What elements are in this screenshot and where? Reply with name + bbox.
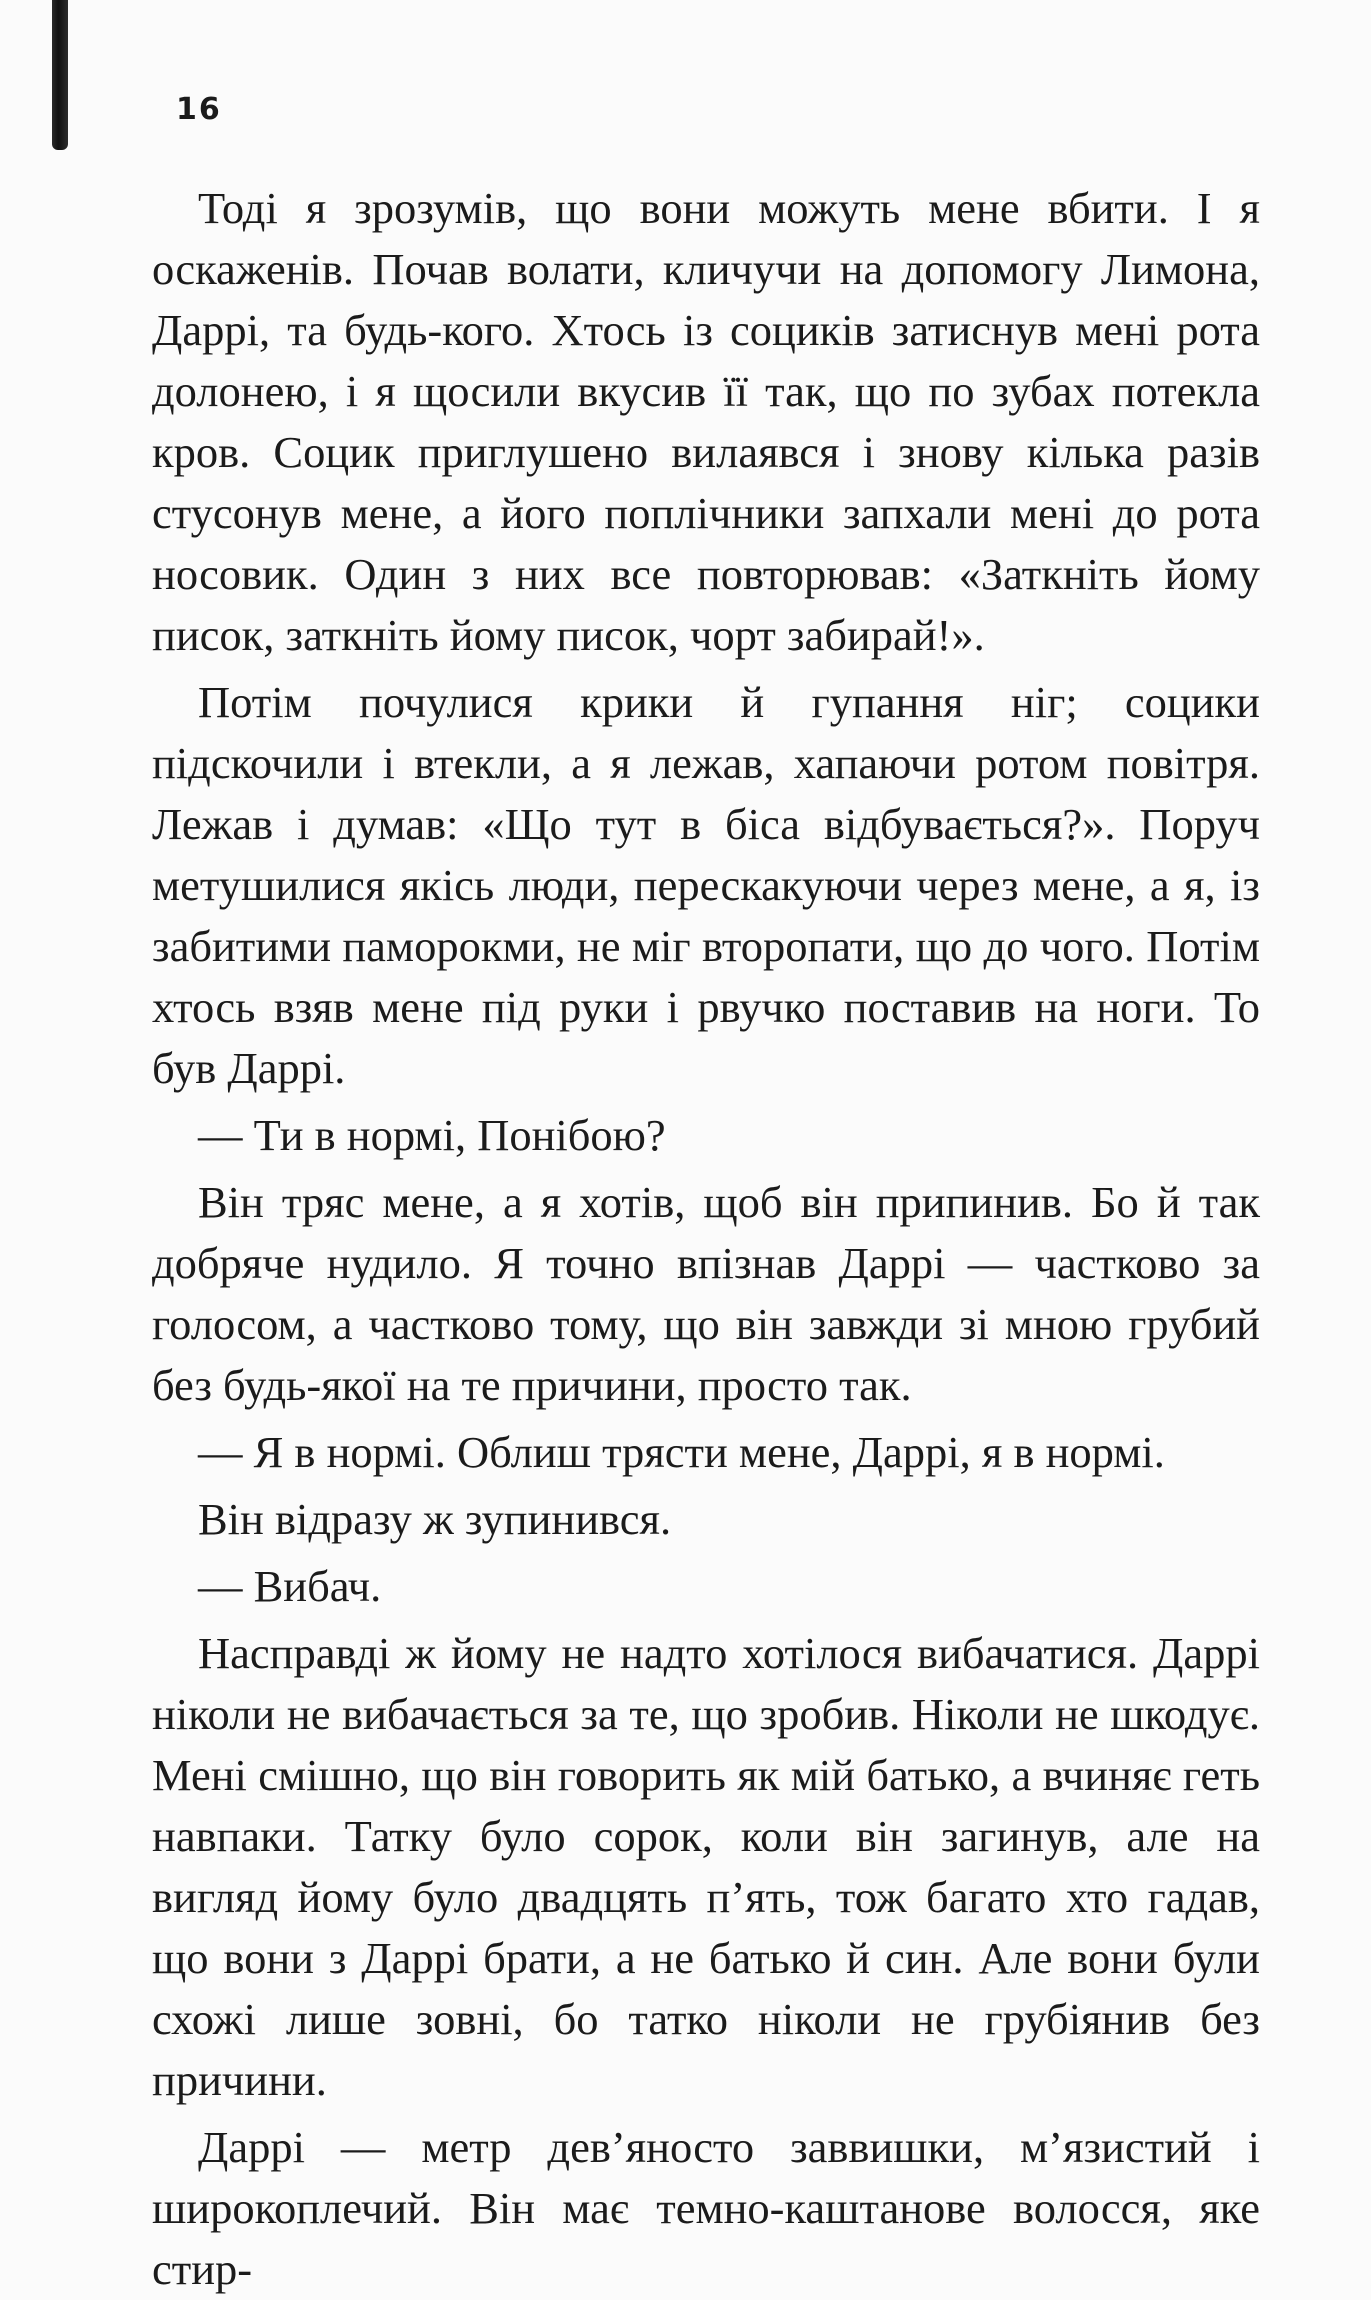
paragraph: Він тряс мене, а я хотів, щоб він припинив. Бо й так добряче нудило. Я точно впізнав Даррі — частково за голосом, а частково тому, що він завжди зі мною грубий без будь-якої на те причини, просто так. [152, 1177, 1260, 1410]
body-text [152, 178, 1260, 2300]
dialogue-line: — Вибач. [198, 1561, 382, 1611]
paragraph: Він відразу ж зупинився. [198, 1494, 672, 1544]
dialogue-line: — Ти в нормі, Понібою? [198, 1110, 666, 1160]
page-number: 16 [176, 92, 222, 127]
paragraph: Потім почулися крики й гупання ніг; социки підскочили і втекли, а я лежав, хапаючи ротом повітря. Лежав і думав: «Що тут в біса відбувається?». Поруч метушилися якісь люди, перескакуючи через мене, а я, із забитими паморокми, не міг второпати, що до чого. Потім хтось взяв мене під руки і рвучко поставив на ноги. То був Даррі. [152, 677, 1260, 1093]
binding-edge [52, 0, 68, 150]
paragraph: Тоді я зрозумів, що вони можуть мене вбити. І я оскаженів. Почав волати, кличучи на допомогу Лимона, Даррі, та будь-кого. Хтось із социків затиснув мені рота долонею, і я щосили вкусив її так, що по зубах потекла кров. Социк приглушено вилаявся і знову кілька разів стусонув мене, а його поплічники запхали мені до рота носовик. Один з них все повторював: «Заткніть йому писок, заткніть йому писок, чорт забирай!». [152, 183, 1260, 660]
dialogue-line: — Я в нормі. Облиш трясти мене, Даррі, я в нормі. [198, 1427, 1165, 1477]
paragraph: Даррі — метр дев’яносто заввишки, м’язистий і широкоплечий. Він має темно-каштанове волосся, яке стир- [152, 2122, 1260, 2294]
paragraph: Насправді ж йому не надто хотілося вибачатися. Даррі ніколи не вибачається за те, що зробив. Ніколи не шкодує. Мені смішно, що він говорить як мій батько, а вчиняє геть навпаки. Татку було сорок, коли він загинув, але на вигляд йому було двадцять п’ять, тож багато хто гадав, що вони з Даррі брати, а не батько й син. Але вони були схожі лише зовні, бо татко ніколи не грубіянив без причини. [152, 1628, 1260, 2105]
